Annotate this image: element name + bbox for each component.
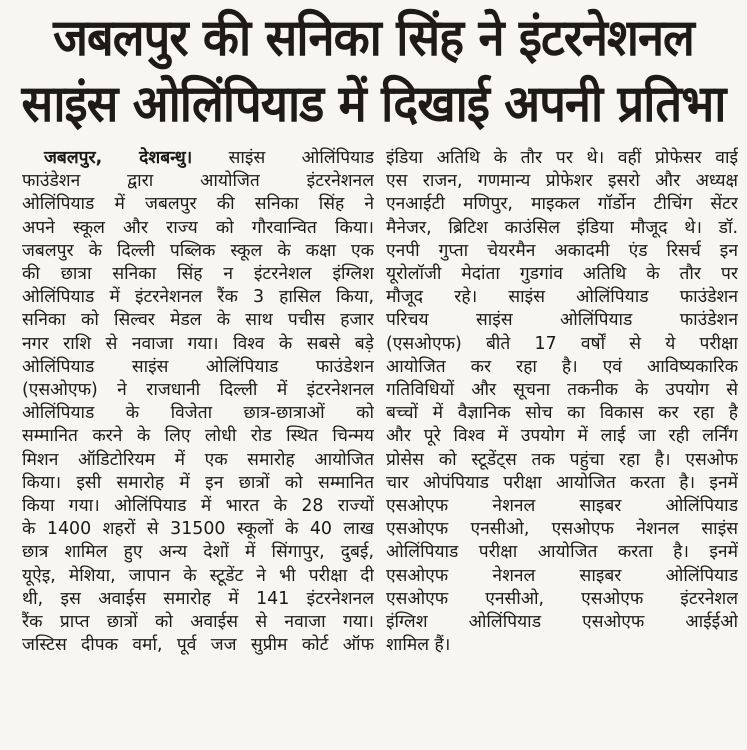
article-line: फाउंडेशन द्वारा आयोजित इंटरनेशनल — [22, 171, 374, 192]
article-line: सनिका को सिल्वर मेडल के साथ पचीस हजार — [22, 310, 374, 331]
article-line-text: साइंस ओलिंपियाड — [192, 148, 374, 168]
headline — [0, 6, 747, 138]
article-line: एनपी गुप्ता चेयरमैन अकादमी एंड रिसर्च इन — [386, 240, 738, 261]
article-line: सम्मानित करने के लिए लोधी रोड स्थित चिन्मय — [22, 426, 374, 447]
article-line: (एसओएफ) ने राजधानी दिल्ली में इंटरनेशनल — [22, 380, 374, 401]
article-line: शामिल हैं। — [386, 635, 451, 656]
article-line: मैनेजर, ब्रिटिश काउंसिल इंडिया मौजूद थे। डॉ. — [386, 217, 738, 238]
article-line: मौजूद रहे। साइंस ओलिंपियाड फाउंडेशन — [386, 287, 738, 308]
article-line: और पूरे विश्व में उपयोग में लाई जा रही लर्निंग — [386, 426, 738, 447]
article-line: किया गया। ओलिंपियाड में भारत के 28 राज्यों — [22, 496, 374, 517]
article-line: जस्टिस दीपक वर्मा, पूर्व जज सुप्रीम कोर्ट ऑफ — [22, 635, 374, 656]
article-line: इंडिया अतिथि के तौर पर थे। वहीं प्रोफेसर वाई — [386, 148, 738, 168]
article-line: थी, इस अवाईस समारोह में 141 इंटरनेशनल — [22, 588, 374, 609]
dateline: जबलपुर, देशबन्धु। — [44, 148, 193, 168]
headline-line-2: साइंस ओलिंपियाड में दिखाई अपनी प्रतिभा — [21, 74, 726, 135]
article-column-2 — [386, 147, 738, 657]
article-body — [22, 147, 738, 657]
article-line: यूऐइ, मेशिया, जापान के स्टूडेंट ने भी परीक्षा दी — [22, 565, 374, 586]
article-line: एसओएफ नेशनल साइबर ओलिंपियाड — [386, 496, 738, 517]
article-line: ओलिंपियाड परीक्षा आयोजित करता है। इनमें — [386, 542, 738, 563]
article-line: परिचय साइंस ओलिंपियाड फाउंडेशन — [386, 310, 738, 331]
article-line: किया। इसी समारोह में इन छात्रों को सम्मानित — [22, 472, 374, 493]
article-line: की छात्रा सनिका सिंह न इंटरनेशल इंग्लिश — [22, 264, 374, 285]
article-line: जबलपुर के दिल्ली पब्लिक स्कूल के कक्षा एक — [22, 240, 374, 261]
article-line: ओलिंपियाड साइंस ओलिंपियाड फाउंडेशन — [22, 356, 374, 377]
article-line: ओलिंपियाड में इंटरनेशनल रैंक 3 हासिल किया, — [22, 287, 374, 308]
article-line: एस राजन, गणमान्य प्रोफेशर इसरो और अध्यक्ष — [386, 171, 738, 192]
article-line: इंग्लिश ओलिंपियाड एसओएफ आईईओ — [386, 612, 738, 633]
article-line: प्रोसेस को स्टूडेंट्स तक पहुंचा रहा है। एसओफ — [386, 449, 738, 470]
headline-line-1: जबलपुर की सनिका सिंह ने इंटरनेशनल — [53, 8, 694, 69]
article-line — [22, 147, 374, 170]
article-line: एसओएफ एनसीओ, एसओएफ नेशनल साइंस — [386, 519, 738, 540]
article-line: बच्चों में वैज्ञानिक सोच का विकास कर रहा है — [386, 403, 738, 424]
article-line: अपने स्कूल और राज्य को गौरवान्वित किया। — [22, 217, 374, 238]
article-column-1 — [22, 147, 374, 657]
article-line: (एसओएफ) बीते 17 वर्षों से ये परीक्षा — [386, 333, 738, 354]
article-line: मिशन ऑडिटोरियम में एक समारोह आयोजित — [22, 449, 374, 470]
article-line: यूरोलॉजी मेदांता गुडगांव अतिथि के तौर पर — [386, 264, 738, 285]
article-line: आयोजित कर रहा है। एवं आविष्यकारिक — [386, 356, 738, 377]
article-line: एसओएफ नेशनल साइबर ओलिंपियाड — [386, 565, 738, 586]
article-line: एनआईटी मणिपुर, माइकल गॉर्डोन टीचिंग सेंटर — [386, 194, 738, 215]
article-line: एसओएफ एनसीओ, एसओएफ इंटरनेशल — [386, 588, 738, 609]
article-line: रैंक प्राप्त छात्रों को अवाईस से नवाजा गया। — [22, 612, 374, 633]
article-line: ओलिंपियाड में जबलपुर की सनिका सिंह ने — [22, 194, 374, 215]
article-line: नगर राशि से नवाजा गया। विश्व के सबसे बड़े — [22, 333, 374, 354]
article-line: चार ओपंपियाड परीक्षा आयोजित करता है। इनमें — [386, 472, 738, 493]
article-line: के 1400 शहरों से 31500 स्कूलों के 40 लाख — [22, 519, 374, 540]
article-line: ओलिंपियाड के विजेता छात्र-छात्राओं को — [22, 403, 374, 424]
article-line: छात्र शामिल हुए अन्य देशों में सिंगापुर, दुबई, — [22, 542, 374, 563]
article-line: गतिविधियों और सूचना तकनीक के उपयोग से — [386, 380, 738, 401]
